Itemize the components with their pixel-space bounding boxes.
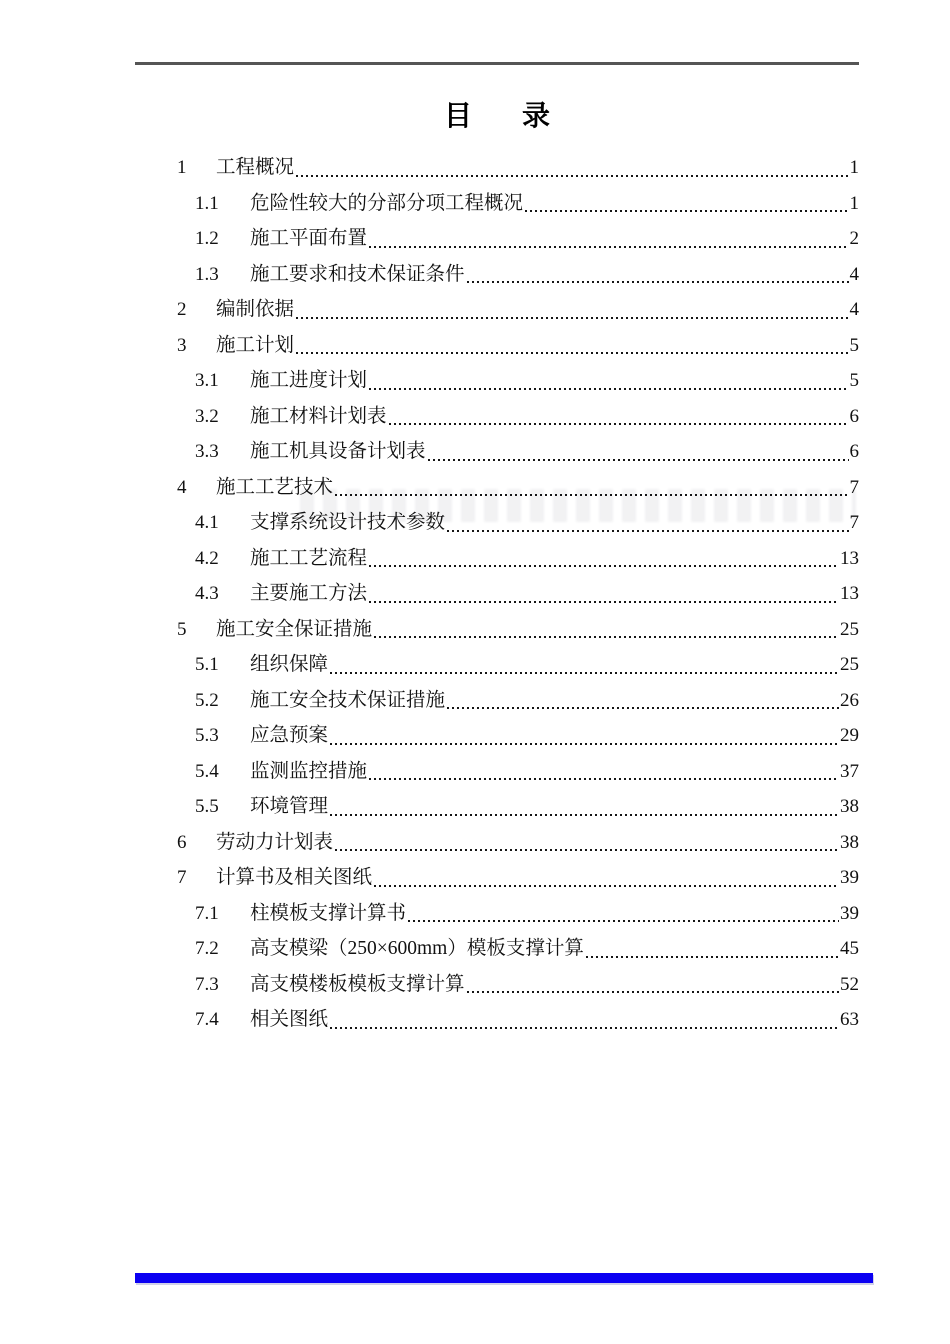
toc-entry-page: 63 xyxy=(840,1009,859,1030)
toc-entry[interactable] xyxy=(135,257,859,293)
toc-entry[interactable] xyxy=(135,399,859,435)
toc-entry[interactable] xyxy=(135,896,859,932)
dot-leader xyxy=(586,931,839,967)
toc-entry-number: 2 xyxy=(177,299,187,320)
toc-entry-label: 高支模梁（250×600mm）模板支撑计算 xyxy=(250,938,584,959)
toc-entry-label: 工程概况 xyxy=(216,157,295,178)
toc-entry-page: 25 xyxy=(840,654,859,675)
dot-leader xyxy=(428,434,849,470)
toc-entry-number: 7 xyxy=(177,867,187,888)
toc-entry-page: 25 xyxy=(840,618,859,640)
toc-entry[interactable] xyxy=(135,612,859,648)
toc-entry-page: 38 xyxy=(840,831,859,853)
toc-entry-label: 施工工艺技术 xyxy=(216,476,334,498)
dot-leader xyxy=(330,1002,839,1038)
toc-entry-number: 1 xyxy=(177,157,187,178)
toc-entry-label: 施工安全技术保证措施 xyxy=(250,689,446,711)
header-rule xyxy=(135,62,859,65)
toc-entry[interactable] xyxy=(135,221,859,257)
toc-entry[interactable] xyxy=(135,186,859,222)
toc-entry-label: 施工材料计划表 xyxy=(250,405,387,427)
toc-entry-page: 13 xyxy=(840,583,859,604)
toc-entry[interactable] xyxy=(135,470,859,506)
toc-entry[interactable] xyxy=(135,931,859,967)
toc-entry-number: 3 xyxy=(177,334,187,356)
toc-entry-number: 5.4 xyxy=(195,760,219,782)
dot-leader xyxy=(369,221,848,257)
toc-entry-page: 45 xyxy=(840,938,859,959)
toc-entry-label: 施工工艺流程 xyxy=(250,547,368,569)
toc-entry[interactable] xyxy=(135,860,859,896)
toc-entry-page: 6 xyxy=(849,405,859,427)
toc-entry[interactable] xyxy=(135,328,859,364)
toc-entry-number: 7.3 xyxy=(195,973,219,995)
toc-entry-page: 1 xyxy=(849,192,859,214)
toc-entry-page: 38 xyxy=(840,796,859,817)
toc-entry-page: 5 xyxy=(849,334,859,356)
dot-leader xyxy=(525,186,848,222)
dot-leader xyxy=(447,683,839,719)
toc-entry-label: 施工机具设备计划表 xyxy=(250,441,426,462)
dot-leader xyxy=(369,576,839,612)
toc-entry-number: 5.5 xyxy=(195,796,219,817)
toc-entry-page: 39 xyxy=(840,867,859,888)
dot-leader xyxy=(296,328,848,364)
toc-entry-number: 1.3 xyxy=(195,263,219,285)
dot-leader xyxy=(330,718,839,754)
dot-leader xyxy=(408,896,839,932)
dot-leader xyxy=(335,470,848,506)
toc-entry-number: 4 xyxy=(177,476,187,498)
dot-leader xyxy=(389,399,849,435)
toc-entry-number: 4.1 xyxy=(195,512,219,533)
toc-entry-number: 4.2 xyxy=(195,547,219,569)
toc-entry[interactable] xyxy=(135,647,859,683)
toc-entry-label: 施工要求和技术保证条件 xyxy=(250,263,465,285)
toc-entry-label: 相关图纸 xyxy=(250,1009,329,1030)
dot-leader xyxy=(330,789,839,825)
toc-entry-page: 1 xyxy=(849,157,859,178)
toc-entry-number: 1.1 xyxy=(195,192,219,214)
toc-entry-page: 2 xyxy=(849,228,859,249)
toc-entry-number: 7.1 xyxy=(195,902,219,924)
toc-entry-label: 计算书及相关图纸 xyxy=(216,867,373,888)
toc-entry-number: 5.2 xyxy=(195,689,219,711)
toc-entry[interactable] xyxy=(135,505,859,541)
dot-leader xyxy=(330,647,839,683)
toc-entry-label: 施工安全保证措施 xyxy=(216,618,373,640)
dot-leader xyxy=(335,825,839,861)
toc-entry[interactable] xyxy=(135,754,859,790)
toc-entry-number: 1.2 xyxy=(195,228,219,249)
toc-entry-page: 5 xyxy=(849,370,859,391)
dot-leader xyxy=(447,505,848,541)
dot-leader xyxy=(369,363,848,399)
toc-entry-page: 29 xyxy=(840,725,859,746)
toc-entry-label: 监测监控措施 xyxy=(250,760,368,782)
dot-leader xyxy=(369,754,839,790)
toc-entry-number: 7.2 xyxy=(195,938,219,959)
toc-entry-label: 施工进度计划 xyxy=(250,370,368,391)
toc-entry-label: 危险性较大的分部分项工程概况 xyxy=(250,192,524,214)
toc-entry-page: 7 xyxy=(849,512,859,533)
toc-entry-number: 5 xyxy=(177,618,187,640)
dot-leader xyxy=(296,292,848,328)
toc-entry-page: 6 xyxy=(849,441,859,462)
toc-entry[interactable] xyxy=(135,683,859,719)
toc-entry-number: 4.3 xyxy=(195,583,219,604)
toc-entry[interactable] xyxy=(135,292,859,328)
toc-entry-page: 7 xyxy=(849,476,859,498)
toc-entry[interactable] xyxy=(135,789,859,825)
toc-entry-page: 4 xyxy=(849,263,859,285)
toc-entry-label: 应急预案 xyxy=(250,725,329,746)
toc-entry-page: 26 xyxy=(840,689,859,711)
dot-leader xyxy=(296,150,848,186)
toc-entry[interactable] xyxy=(135,150,859,186)
toc-list xyxy=(135,150,859,1038)
dot-leader xyxy=(467,967,839,1003)
toc-entry-number: 3.2 xyxy=(195,405,219,427)
toc-entry-label: 施工平面布置 xyxy=(250,228,368,249)
toc-entry[interactable] xyxy=(135,434,859,470)
toc-entry-label: 组织保障 xyxy=(250,654,329,675)
toc-entry-label: 支撑系统设计技术参数 xyxy=(250,512,446,533)
toc-entry-page: 52 xyxy=(840,973,859,995)
toc-entry-number: 6 xyxy=(177,831,187,853)
toc-entry-number: 3.3 xyxy=(195,441,219,462)
toc-entry-label: 柱模板支撑计算书 xyxy=(250,902,407,924)
toc-entry-page: 37 xyxy=(840,760,859,782)
toc-entry-page: 13 xyxy=(840,547,859,569)
toc-entry-label: 编制依据 xyxy=(216,299,295,320)
toc-entry[interactable] xyxy=(135,541,859,577)
toc-entry-label: 环境管理 xyxy=(250,796,329,817)
dot-leader xyxy=(467,257,849,293)
toc-entry-label: 高支模楼板模板支撑计算 xyxy=(250,973,465,995)
footer-accent-bar xyxy=(135,1273,873,1283)
toc-entry-number: 3.1 xyxy=(195,370,219,391)
toc-entry[interactable] xyxy=(135,1002,859,1038)
toc-entry[interactable] xyxy=(135,967,859,1003)
toc-entry[interactable] xyxy=(135,825,859,861)
toc-entry-number: 5.3 xyxy=(195,725,219,746)
toc-entry[interactable] xyxy=(135,718,859,754)
toc-entry-label: 施工计划 xyxy=(216,334,295,356)
dot-leader xyxy=(374,860,839,896)
dot-leader xyxy=(374,612,839,648)
toc-entry-page: 39 xyxy=(840,902,859,924)
toc-entry-label: 劳动力计划表 xyxy=(216,831,334,853)
toc-entry-label: 主要施工方法 xyxy=(250,583,368,604)
page-title: 目 录 xyxy=(443,101,561,132)
dot-leader xyxy=(369,541,839,577)
toc-entry-number: 7.4 xyxy=(195,1009,219,1030)
toc-entry[interactable] xyxy=(135,363,859,399)
toc-entry[interactable] xyxy=(135,576,859,612)
toc-entry-page: 4 xyxy=(849,299,859,320)
toc-entry-number: 5.1 xyxy=(195,654,219,675)
